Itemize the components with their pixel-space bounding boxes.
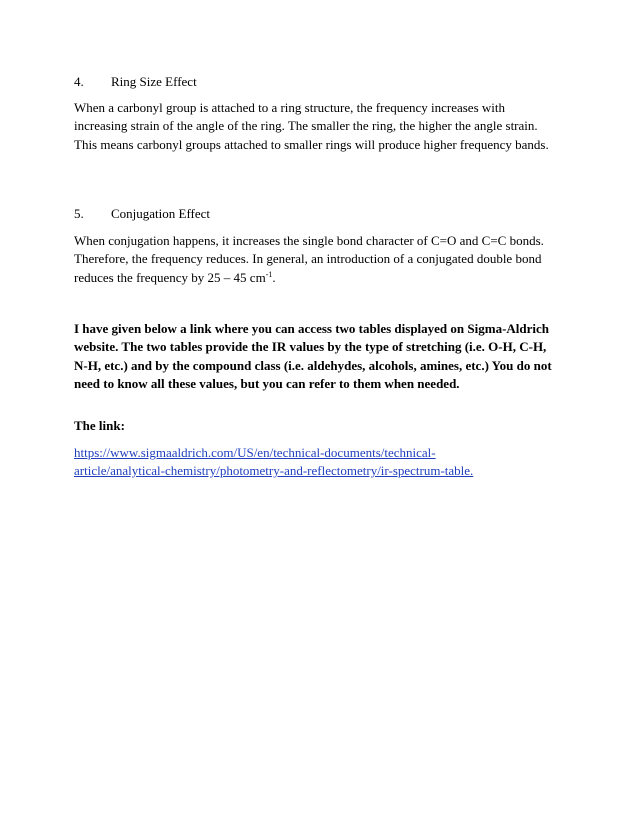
section-4-title: Ring Size Effect xyxy=(111,74,197,89)
section-5-body xyxy=(74,232,560,287)
section-5-heading xyxy=(74,205,210,223)
section-5-body-end: . xyxy=(272,269,276,285)
section-5-title: Conjugation Effect xyxy=(111,206,211,221)
sigma-aldrich-link[interactable] xyxy=(74,445,473,478)
section-5-body-superscript: -1 xyxy=(265,269,273,279)
section-4-heading xyxy=(74,73,197,91)
section-5-number: 5. xyxy=(74,206,84,221)
link-note-paragraph: I have given below a link where you can access two tables displayed on Sigma-Aldrich website. The two tables provide the IR values by the type of stretching (i.e. O-H, C-H, N-H, etc.) and by the compound class (i.e. aldehydes, alcohols, amines, etc.) You do not need to know all these values, but you can refer to them when needed. xyxy=(74,321,552,391)
section-5-body-text: When conjugation happens, it increases the single bond character of C=O and C=C bonds. Therefore, the frequency reduces. In general, an introduction of a conjugated double bond reduces the frequency by 25 – 45 cm xyxy=(74,233,544,285)
link-line-2: article/analytical-chemistry/photometry-and-reflectometry/ir-spectrum-table. xyxy=(74,463,474,479)
section-4-body: When a carbonyl group is attached to a ring structure, the frequency increases with increasing strain of the angle of the ring. The smaller the ring, the higher the angle strain. This means carbonyl groups attached to smaller rings will produce higher frequency bands. xyxy=(74,100,549,152)
link-paragraph xyxy=(74,444,560,481)
section-4-number: 4. xyxy=(74,74,84,89)
link-line-1: https://www.sigmaaldrich.com/US/en/technical-documents/technical- xyxy=(74,445,436,460)
link-label: The link: xyxy=(74,418,125,433)
